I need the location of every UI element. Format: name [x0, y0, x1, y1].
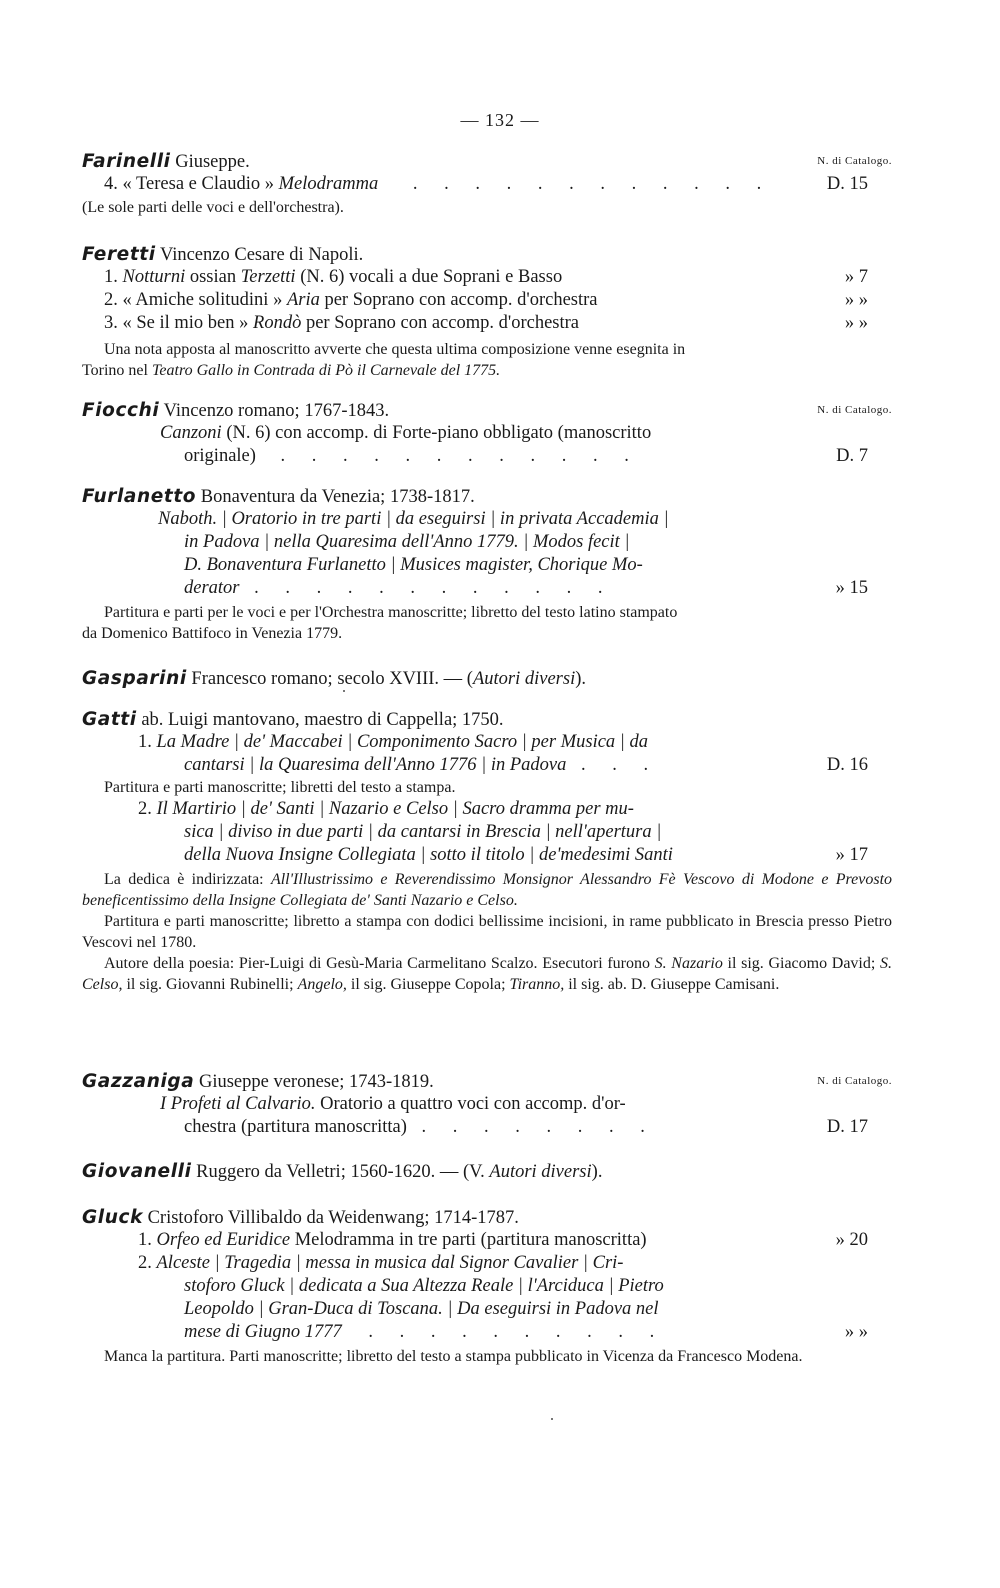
note-line: Partitura e parti per le voci e per l'Orchestra manoscritte; libretto del testo latino stampato: [104, 604, 678, 621]
entry-heading: [82, 667, 892, 690]
entry-gazzaniga: [82, 1070, 892, 1139]
entry-heading: [82, 1206, 892, 1229]
leader-dots: . . . . . . . .: [421, 1117, 656, 1137]
item-number: 1.: [138, 1230, 152, 1250]
item-number: 1.: [104, 267, 118, 287]
work-title: La Madre | de' Maccabei | Componimento Sacro | per Musica | da: [156, 732, 649, 752]
work-title: « Amiche solitudini »: [122, 290, 287, 310]
item-number: 3.: [104, 313, 118, 333]
entry-heading: [82, 1160, 892, 1183]
note-line: Una nota apposta al manoscritto avverte che questa ultima composizione venne esegnita in: [104, 341, 686, 358]
entry-fiocchi: [82, 399, 892, 468]
work-item-cont: [82, 1116, 892, 1139]
cross-reference: Autori diversi: [489, 1162, 592, 1182]
composer-details: ).: [575, 669, 587, 689]
work-text: Melodramma in tre parti (partitura manoscritta): [290, 1230, 647, 1250]
work-title: Canzoni: [160, 423, 222, 443]
work-title-line: in Padova | nella Quaresima dell'Anno 1779. | Modos fecit |: [184, 532, 630, 552]
catalog-ref: » »: [844, 313, 868, 333]
work-text: ossian: [185, 267, 241, 287]
composer-details: Cristoforo Villibaldo da Weidenwang; 1714-1787.: [147, 1208, 519, 1228]
work-title-line: sica | diviso in due parti | da cantarsi in Brescia | nell'apertura |: [184, 822, 662, 842]
entry-note: [82, 869, 892, 995]
work-title: I Profeti al Calvario.: [160, 1094, 316, 1114]
note-text: Autore della poesia: Pier-Luigi di Gesù-Maria Carmelitano Scalzo. Esecutori furono: [104, 955, 655, 972]
leader-dots: . . . . . . . . . . . .: [254, 578, 614, 598]
work-text: originale): [184, 446, 256, 466]
work-genre: Rondò: [253, 313, 302, 333]
note-paragraph: [82, 953, 892, 995]
work-title: Orfeo ed Euridice: [156, 1230, 291, 1250]
entry-heading: [82, 1070, 892, 1093]
work-text: (N. 6) con accomp. di Forte-piano obbligato (manoscritto: [221, 423, 652, 443]
catalog-ref: D. 15: [826, 174, 868, 194]
work-text: Oratorio a quattro voci con accomp. d'or-: [315, 1094, 626, 1114]
composer-name: Fiocchi: [82, 400, 160, 421]
composer-details: Ruggero da Velletri; 1560-1620. — (V.: [196, 1162, 490, 1182]
work-text: chestra (partitura manoscritta): [184, 1117, 407, 1137]
item-number: 2.: [138, 799, 152, 819]
work-item-cont: [82, 1321, 892, 1344]
composer-name: Feretti: [82, 244, 156, 265]
note-italic: All'Illustrissimo e Reverendissimo Monsignor Alessandro Fè Vescovo di Modone e Prevosto beneficentissimo della Insigne Collegiata de' Santi Nazario e Celso.: [82, 871, 893, 909]
catalog-label: N. di Catalogo.: [817, 155, 892, 167]
composer-details: ).: [591, 1162, 603, 1182]
work-title: derator: [184, 578, 240, 598]
entry-farinelli: [82, 150, 892, 219]
catalog-ref: » 17: [835, 845, 868, 865]
entry-heading: [82, 485, 892, 508]
note-text: il sig. ab. D. Giuseppe Camisani.: [564, 976, 780, 993]
catalog-ref: » 20: [835, 1230, 868, 1250]
composer-name: Gasparini: [82, 668, 187, 689]
work-title: Terzetti: [240, 267, 296, 287]
work-genre: Melodramma: [278, 174, 379, 194]
entry-note: [82, 339, 892, 381]
composer-details: Vincenzo romano; 1767-1843.: [163, 401, 390, 421]
note-paragraph: [82, 869, 892, 911]
work-item: [82, 173, 892, 196]
entry-note: [82, 777, 892, 798]
work-text: (N. 6) vocali a due Soprani e Basso: [295, 267, 563, 287]
leader-dots: . . .: [581, 755, 660, 775]
entry-heading: [82, 399, 892, 422]
catalog-ref: » »: [844, 1322, 868, 1342]
catalog-label: N. di Catalogo.: [817, 1075, 892, 1087]
entry-gluck: [82, 1206, 892, 1367]
leader-dots: . . . . . . . . . . . .: [280, 446, 640, 466]
entry-furlanetto: [82, 485, 892, 644]
work-title: Notturni: [122, 267, 186, 287]
leader-dots: . . . . . . . . . . . .: [412, 174, 773, 194]
work-title: Il Martirio | de' Santi | Nazario e Celso | Sacro dramma per mu-: [156, 799, 634, 819]
composer-name: Giovanelli: [82, 1161, 192, 1182]
work-title-line: Leopoldo | Gran-Duca di Toscana. | Da eseguirsi in Padova nel: [184, 1299, 659, 1319]
entry-heading: [82, 243, 892, 266]
composer-details: Vincenzo Cesare di Napoli.: [159, 245, 364, 265]
composer-details: Francesco romano; secolo XVIII. — (: [191, 669, 473, 689]
note-italic: S. Celso,: [82, 955, 892, 993]
entry-note: [82, 602, 892, 644]
note-text: il sig. Giovanni Rubinelli;: [122, 976, 298, 993]
work-text: per Soprano con accomp. d'orchestra: [319, 290, 598, 310]
note-paragraph: Manca la partitura. Parti manoscritte; libretto del testo a stampa pubblicato in Vicenza da Francesco Modena.: [104, 1348, 803, 1365]
catalog-ref: » 15: [835, 578, 868, 598]
work-title: Alceste | Tragedia | messa in musica dal Signor Cavalier | Cri-: [156, 1253, 624, 1273]
catalog-ref: » 7: [844, 267, 868, 287]
note-italic: Tiranno,: [509, 976, 565, 993]
catalog-label: N. di Catalogo.: [817, 404, 892, 416]
composer-details: Giuseppe veronese; 1743-1819.: [198, 1072, 434, 1092]
note-line: Partitura e parti manoscritte; libretti del testo a stampa.: [104, 779, 456, 796]
item-number: 2.: [138, 1253, 152, 1273]
page-number: — 132 —: [460, 110, 540, 130]
work-genre: Aria: [286, 290, 320, 310]
composer-name: Gatti: [82, 709, 137, 730]
work-item: [82, 798, 892, 821]
work-title: « Se il mio ben »: [122, 313, 254, 333]
work-item: [82, 731, 892, 754]
note-italic: Teatro Gallo in Contrada di Pò il Carnevale del 1775.: [151, 362, 501, 379]
entry-note: [82, 1346, 892, 1367]
note-line: da Domenico Battifoco in Venezia 1779.: [82, 625, 343, 642]
entry-gatti: [82, 708, 892, 995]
entry-gasparini: [82, 667, 892, 690]
catalog-ref: D. 7: [836, 446, 868, 466]
composer-details: ab. Luigi mantovano, maestro di Cappella; 1750.: [141, 710, 504, 730]
work-title: della Nuova Insigne Collegiata | sotto il titolo | de'medesimi Santi: [184, 845, 673, 865]
note-italic: Angelo,: [297, 976, 347, 993]
leader-dots: . . . . . . . . . .: [368, 1322, 666, 1342]
composer-name: Gazzaniga: [82, 1071, 195, 1092]
cross-reference: Autori diversi: [472, 669, 576, 689]
work-item-cont: [82, 445, 892, 468]
entry-heading: [82, 708, 892, 731]
entry-heading: [82, 150, 892, 173]
work-title-line: D. Bonaventura Furlanetto | Musices magister, Chorique Mo-: [184, 555, 643, 575]
work-item: [82, 422, 892, 445]
catalog-ref: D. 17: [826, 1117, 868, 1137]
composer-details: Bonaventura da Venezia; 1738-1817.: [200, 487, 475, 507]
entry-giovanelli: [82, 1160, 892, 1183]
note-text: La dedica è indirizzata:: [104, 871, 271, 888]
note-text: il sig. Giacomo David;: [722, 955, 880, 972]
work-item: [82, 312, 892, 335]
work-item: [82, 1229, 892, 1252]
work-item-cont: [82, 754, 892, 777]
work-item: [82, 1093, 892, 1116]
work-title-line: [82, 577, 892, 600]
note-text: Torino nel: [82, 362, 152, 379]
item-number: 2.: [104, 290, 118, 310]
work-title-line: Naboth. | Oratorio in tre parti | da eseguirsi | in privata Accademia |: [158, 509, 669, 529]
work-text: per Soprano con accomp. d'orchestra: [301, 313, 579, 333]
item-number: 1.: [138, 732, 152, 752]
print-speck: [343, 690, 345, 692]
composer-name: Furlanetto: [82, 486, 197, 507]
work-title: cantarsi | la Quaresima dell'Anno 1776 | in Padova: [184, 755, 567, 775]
note-italic: S. Nazario: [654, 955, 723, 972]
work-item: [82, 1252, 892, 1275]
work-title: « Teresa e Claudio »: [122, 174, 274, 194]
work-item-cont: [82, 844, 892, 867]
work-item: [82, 266, 892, 289]
note-text: il sig. Giuseppe Copola;: [346, 976, 510, 993]
print-speck: [551, 1418, 553, 1420]
note-line: [82, 360, 892, 381]
work-title-line: stoforo Gluck | dedicata a Sua Altezza Reale | l'Arciduca | Pietro: [184, 1276, 664, 1296]
note-paragraph: Partitura e parti manoscritte; libretto a stampa con dodici bellissime incisioni, in rame pubblicato in Brescia presso Pietro Vescovi nel 1780.: [82, 913, 892, 951]
catalog-ref: D. 16: [826, 755, 868, 775]
item-number: 4.: [104, 174, 118, 194]
composer-details: Giuseppe.: [175, 152, 250, 172]
composer-name: Farinelli: [82, 151, 171, 172]
catalog-ref: » »: [844, 290, 868, 310]
work-title: mese di Giugno 1777: [184, 1322, 342, 1342]
composer-name: Gluck: [82, 1207, 143, 1228]
entry-feretti: [82, 243, 892, 381]
entry-note: (Le sole parti delle voci e dell'orchestra).: [82, 199, 344, 216]
work-item: [82, 289, 892, 312]
